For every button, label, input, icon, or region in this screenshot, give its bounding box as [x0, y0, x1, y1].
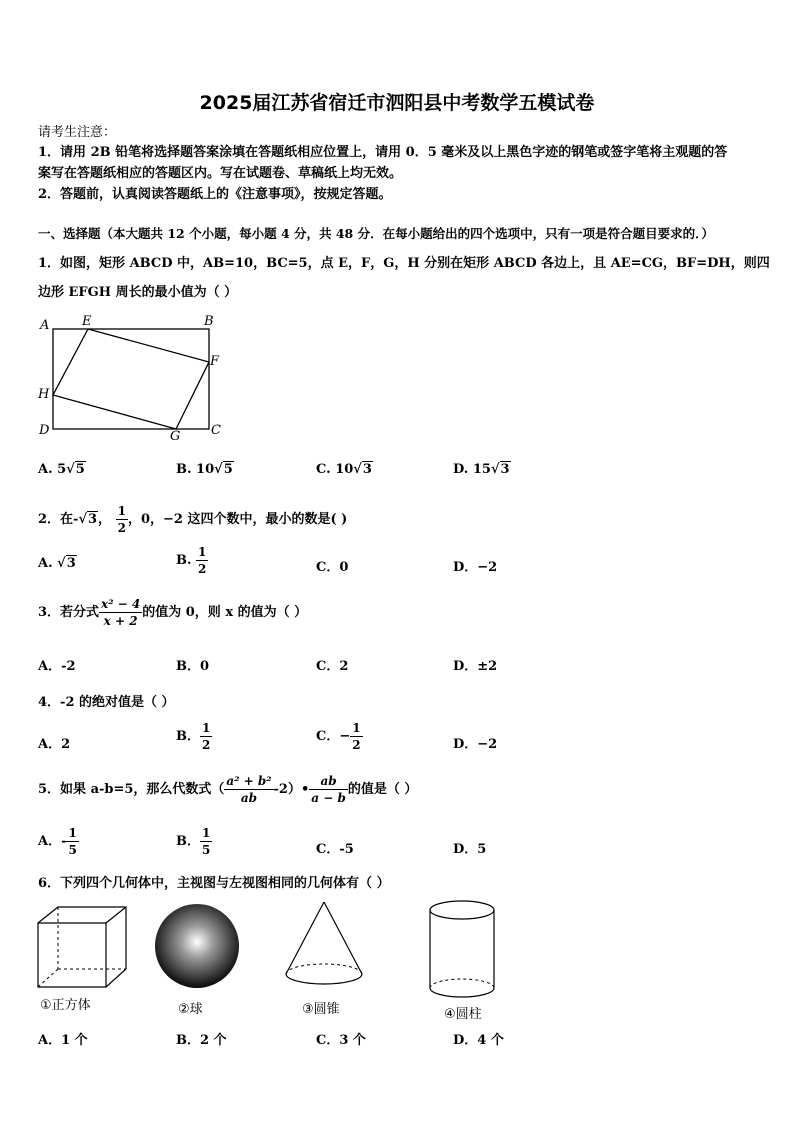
q1-option-c[interactable]: C. 10√3 — [316, 462, 372, 477]
caption-cone: ③圆锥 — [302, 1002, 340, 1017]
q4-option-b[interactable]: B． $\frac{1}{2}$ — [176, 721, 211, 752]
q1-rectangle-figure — [36, 312, 226, 444]
q2-option-d[interactable]: D．−2 — [453, 560, 498, 575]
q4-stem: 4．-2 的绝对值是（ ） — [38, 695, 175, 710]
q6-option-c[interactable]: C．3 个 — [316, 1033, 366, 1048]
q4-option-c[interactable]: C．− $\frac{1}{2}$ — [316, 721, 361, 752]
label-e: E — [82, 314, 92, 329]
label-d: D — [39, 423, 50, 438]
caption-cylinder: ④圆柱 — [444, 1007, 482, 1022]
q3-option-d[interactable]: D．±2 — [453, 659, 498, 674]
q1-stem-line2: 边形 EFGH 周长的最小值为（ ） — [38, 285, 238, 300]
section-heading: 一、选择题（本大题共 12 个小题，每小题 4 分，共 48 分．在每小题给出的四个选项中，只有一项是符合题目要求的．） — [38, 226, 714, 241]
cylinder-figure — [426, 898, 502, 1002]
caption-sphere: ②球 — [178, 1002, 203, 1017]
q5-option-a[interactable]: A．- $\frac{1}{5}$ — [38, 826, 77, 857]
q6-stem: 6．下列四个几何体中，主视图与左视图相同的几何体有（ ） — [38, 876, 390, 891]
q2-option-c[interactable]: C．0 — [316, 560, 349, 575]
q5-stem: 5．如果 a-b=5，那么代数式（ $\frac{\text{a² + b²}}{ab}$ -2）• $\frac{ab}{a - b}$ 的值是（ ） — [38, 774, 418, 805]
rectangle-abcd — [53, 329, 209, 429]
cone-figure — [284, 900, 368, 996]
q5-option-d[interactable]: D．5 — [453, 842, 487, 857]
q4-option-d[interactable]: D．−2 — [453, 737, 498, 752]
q6-option-a[interactable]: A．1 个 — [38, 1033, 88, 1048]
label-a: A — [40, 318, 50, 333]
q2-option-b[interactable]: B. $\frac{1}{2}$ — [176, 545, 207, 576]
notice-item1-line2: 案写在答题纸相应的答题区内。写在试题卷、草稿纸上均无效。 — [38, 166, 403, 181]
q3-option-b[interactable]: B．0 — [176, 659, 210, 674]
page-title: 2025届江苏省宿迁市泗阳县中考数学五模试卷 — [199, 92, 595, 114]
q2-stem: 2．在-√3， $\frac{1}{2}$ ，0，−2 这四个数中，最小的数是( ) — [38, 504, 348, 535]
q2-option-a[interactable]: A. √3 — [38, 556, 76, 571]
sphere-figure — [152, 902, 244, 994]
label-g: G — [170, 429, 181, 444]
caption-cube: ①正方体 — [40, 998, 91, 1013]
q6-option-d[interactable]: D．4 个 — [453, 1033, 504, 1048]
label-c: C — [211, 423, 221, 438]
label-b: B — [204, 314, 214, 329]
q3-option-a[interactable]: A．-2 — [38, 659, 76, 674]
notice-head: 请考生注意： — [38, 125, 117, 140]
notice-item1-line1: 1．请用 2B 铅笔将选择题答案涂填在答题纸相应位置上，请用 0．5 毫米及以上黑色字迹的钢笔或签字笔将主观题的答 — [38, 145, 728, 160]
q1-option-a[interactable]: A. 5√5 — [38, 462, 85, 477]
notice-item2: 2．答题前，认真阅读答题纸上的《注意事项》，按规定答题。 — [38, 187, 392, 202]
label-h: H — [38, 387, 50, 402]
q5-option-b[interactable]: B． $\frac{1}{5}$ — [176, 826, 211, 857]
cube-figure — [34, 905, 130, 995]
q4-option-a[interactable]: A．2 — [38, 737, 71, 752]
q1-stem-line1: 1．如图，矩形 ABCD 中，AB=10，BC=5，点 E，F，G，H 分别在矩形 ABCD 各边上，且 AE=CG，BF=DH，则四 — [38, 256, 770, 271]
q3-stem: 3．若分式 $\frac{\text{x² − 4}}{x + 2}$ 的值为 0，则 x 的值为（ ） — [38, 597, 308, 628]
q6-option-b[interactable]: B．2 个 — [176, 1033, 227, 1048]
q1-option-b[interactable]: B. 10√5 — [176, 462, 233, 477]
quadrilateral-efgh — [53, 329, 209, 429]
q3-option-c[interactable]: C．2 — [316, 659, 349, 674]
q5-option-c[interactable]: C．-5 — [316, 842, 354, 857]
q1-option-d[interactable]: D. 15√3 — [453, 462, 510, 477]
label-f: F — [210, 354, 220, 369]
